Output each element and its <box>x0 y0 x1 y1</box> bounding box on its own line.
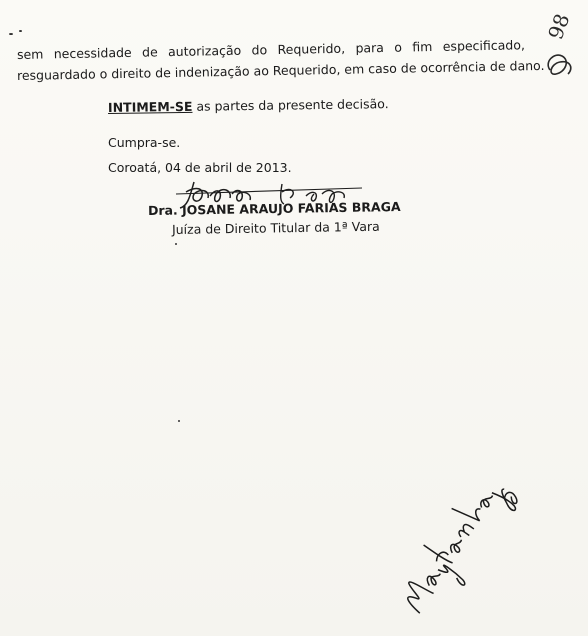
cumpra-line: Cumpra-se. <box>108 135 181 150</box>
judge-name: Dra. JOSANE ARAUJO FARIAS BRAGA <box>147 199 401 218</box>
date-line: Coroatá, 04 de abril de 2013. <box>108 160 292 175</box>
intimation-line <box>108 96 389 116</box>
marginal-signature-icon <box>368 465 528 625</box>
body-text-line-1: sem necessidade de autorização do Requerido, para o fim especificado, <box>16 37 526 62</box>
intimem-text: as partes da presente decisão. <box>192 96 389 114</box>
page-number-stamp-icon <box>540 12 580 82</box>
scan-speck <box>175 243 177 245</box>
scan-speck <box>9 33 13 35</box>
scan-speck <box>19 30 22 32</box>
page-mark: 98 <box>543 10 575 43</box>
judge-role: Juíza de Direito Titular da 1ª Vara <box>171 218 380 237</box>
body-text-line-2: resguardado o direito de indenização ao Requerido, em caso de ocorrência de dano. <box>16 57 545 83</box>
scan-speck <box>178 420 180 422</box>
intimem-heading: INTIMEM-SE <box>107 98 193 115</box>
